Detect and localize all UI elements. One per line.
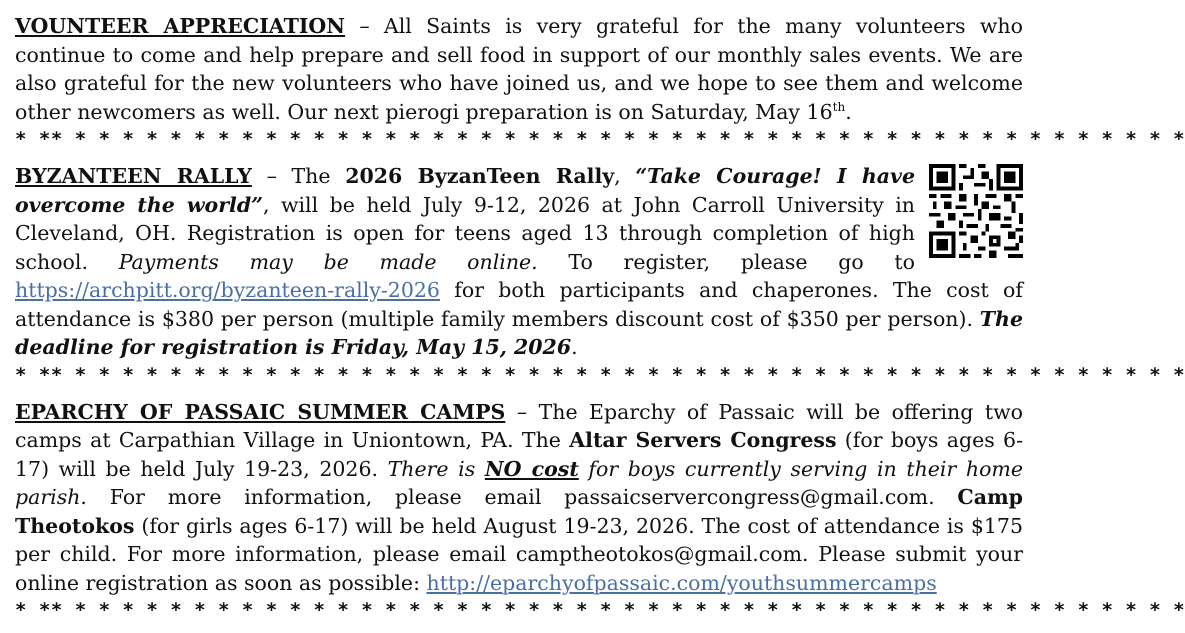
volunteer-title: VOUNTEER APPRECIATION [15, 14, 346, 38]
rally-dash: – The [251, 164, 346, 188]
camps-text3: For more information, please email passaicservercongress@gmail.com. [86, 485, 958, 509]
separator-2: * ** * * * * * * * * * * * * * * * * * * * * * * * * * * * * * * * * * * * * * * * * * * * * * * * [15, 363, 1185, 386]
camps-theotokos: Camp Theotokos [15, 485, 1023, 538]
camps-registration-link[interactable]: http://eparchyofpassaic.com/youthsummercamps [426, 570, 937, 595]
rally-comma: , [614, 164, 636, 188]
camps-text4: (for girls ages 6-17) will be held August 19-23, 2026. The cost of attendance is $175 per child. For more information, please email camptheotokos@gmail.com. Please submit your online registration as soon as possible: [15, 513, 1023, 595]
rally-payments: Payments may be made online. [118, 249, 538, 274]
camps-text1: The Eparchy of Passaic will be offering two camps at Carpathian Village in Uniontown, PA. The [15, 399, 1023, 452]
camps-no-cost: NO cost [484, 456, 579, 481]
rally-text1: , will be held July 9-12, 2026 at John Carroll University in Cleveland, OH. Registration is open for teens aged 13 through completion of high school. [15, 192, 915, 274]
bulletin-page [15, 12, 1185, 633]
rally-end: . [571, 335, 578, 359]
separator-1: * ** * * * * * * * * * * * * * * * * * * * * * * * * * * * * * * * * * * * * * * * * * * * * * * * [15, 128, 1185, 150]
camps-section [15, 398, 1023, 598]
rally-text3: for both participants and chaperones. The cost of attendance is $380 per person (multiple family members discount cost of $350 per person). [15, 278, 1023, 331]
rally-deadline: The deadline for registration is Friday, May 15, 2026 [15, 306, 1023, 359]
volunteer-sup: th [832, 99, 846, 114]
rally-text2: To register, please go to [537, 249, 915, 274]
camps-text2: (for boys ages 6-17) will be held July 19-23, 2026. [15, 428, 1024, 481]
volunteer-text: All Saints is very grateful for the many volunteers who continue to come and help prepare and sell food in support of our monthly sales events. We are also grateful for the new volunteers who have joined us, and we hope to see them and welcome other newcomers as well. Our next pierogi preparation is on Saturday, May 16 [15, 14, 1023, 124]
separator-3: * ** * * * * * * * * * * * * * * * * * * * * * * * * * * * * * * * * * * * * * * * * * * * * * * * [15, 599, 1185, 621]
qr-code-icon[interactable] [929, 164, 1023, 258]
camps-there-is: There is [387, 456, 485, 481]
volunteer-end: . [845, 99, 852, 124]
camps-serving: for boys currently serving in their home parish. [15, 456, 1023, 509]
volunteer-section [15, 12, 1023, 126]
rally-theme: “Take Courage! I have overcome the world” [15, 164, 915, 217]
rally-title: BYZANTEEN RALLY [15, 164, 252, 188]
rally-registration-link[interactable]: https://archpitt.org/byzanteen-rally-2026 [15, 278, 440, 302]
volunteer-dash: – [345, 14, 384, 38]
rally-section [15, 162, 1023, 362]
camps-dash: – [505, 399, 539, 424]
camps-congress: Altar Servers Congress [569, 428, 837, 452]
rally-name: 2026 ByzanTeen Rally [345, 164, 615, 188]
camps-title: EPARCHY OF PASSAIC SUMMER CAMPS [15, 399, 506, 424]
